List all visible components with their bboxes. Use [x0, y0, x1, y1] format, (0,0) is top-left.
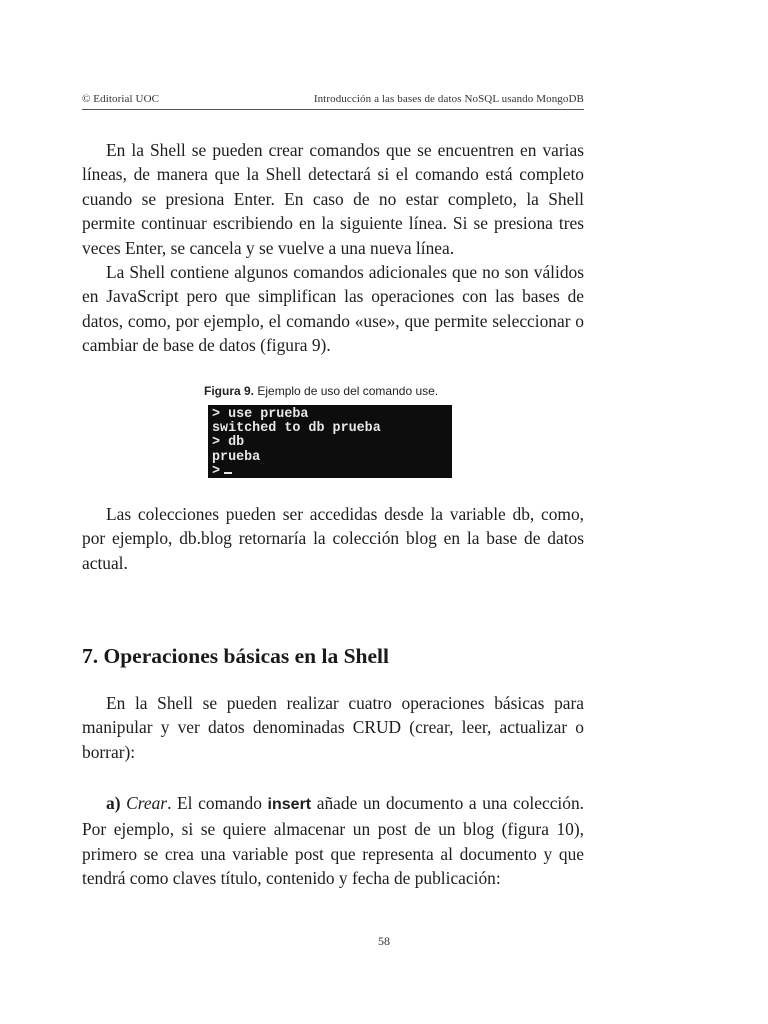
terminal-prompt: > [212, 463, 221, 478]
terminal-screenshot [208, 405, 452, 478]
paragraph-create-operation [82, 791, 584, 891]
page-number: 58 [378, 934, 390, 948]
terminal-line: prueba [212, 449, 261, 465]
figure-caption [204, 384, 438, 398]
terminal-cursor [224, 472, 232, 474]
paragraph-collections: Las colecciones pueden ser accedidas desde la variable db, como, por ejemplo, db.blog retornaría la colección blog en la base de datos actual. [82, 504, 584, 573]
paragraph-crud-intro: En la Shell se pueden realizar cuatro operaciones básicas para manipular y ver datos denominadas CRUD (crear, leer, actualizar o borrar): [82, 693, 584, 762]
item-text-1: . El comando [167, 793, 268, 813]
terminal-line: > db [212, 435, 245, 451]
header-book-title: Introducción a las bases de datos NoSQL usando MongoDB [313, 93, 584, 105]
terminal-line: switched to db prueba [212, 421, 381, 437]
insert-keyword: insert [267, 796, 312, 813]
figure-label: Figura 9. [204, 384, 255, 398]
paragraph-additional-commands: La Shell contiene algunos comandos adicionales que no son válidos en JavaScript pero que simplifican las operaciones con las bases de datos, como, por ejemplo, el comando «use», que permite seleccionar o cambiar de base de datos (figura 9). [82, 262, 584, 356]
terminal-line: > use prueba [212, 407, 309, 422]
item-term: Crear [126, 793, 168, 813]
running-header [82, 93, 584, 110]
header-publisher: © Editorial UOC [82, 93, 160, 105]
item-label: a) [106, 793, 121, 813]
section-title: 7. Operaciones básicas en la Shell [82, 644, 389, 668]
figure-caption-text: Ejemplo de uso del comando use. [257, 384, 439, 398]
paragraph-multiline-commands: En la Shell se pueden crear comandos que se encuentren en varias líneas, de manera que la Shell detectará si el comando está completo cuando se presiona Enter. En caso de no estar completo, la Shell permite continuar escribiendo en la siguiente línea. Si se presiona tres veces Enter, se cancela y se vuelve a una nueva línea. [82, 140, 584, 258]
terminal-prompt-line [212, 465, 452, 478]
item-text-2: añade un documento a una colección. Por ejemplo, si se quiere almacenar un post de un blog (figura 10), primero se crea una variable post que representa al documento y que tendrá como claves título, contenido y fecha de publicación: [82, 793, 584, 889]
